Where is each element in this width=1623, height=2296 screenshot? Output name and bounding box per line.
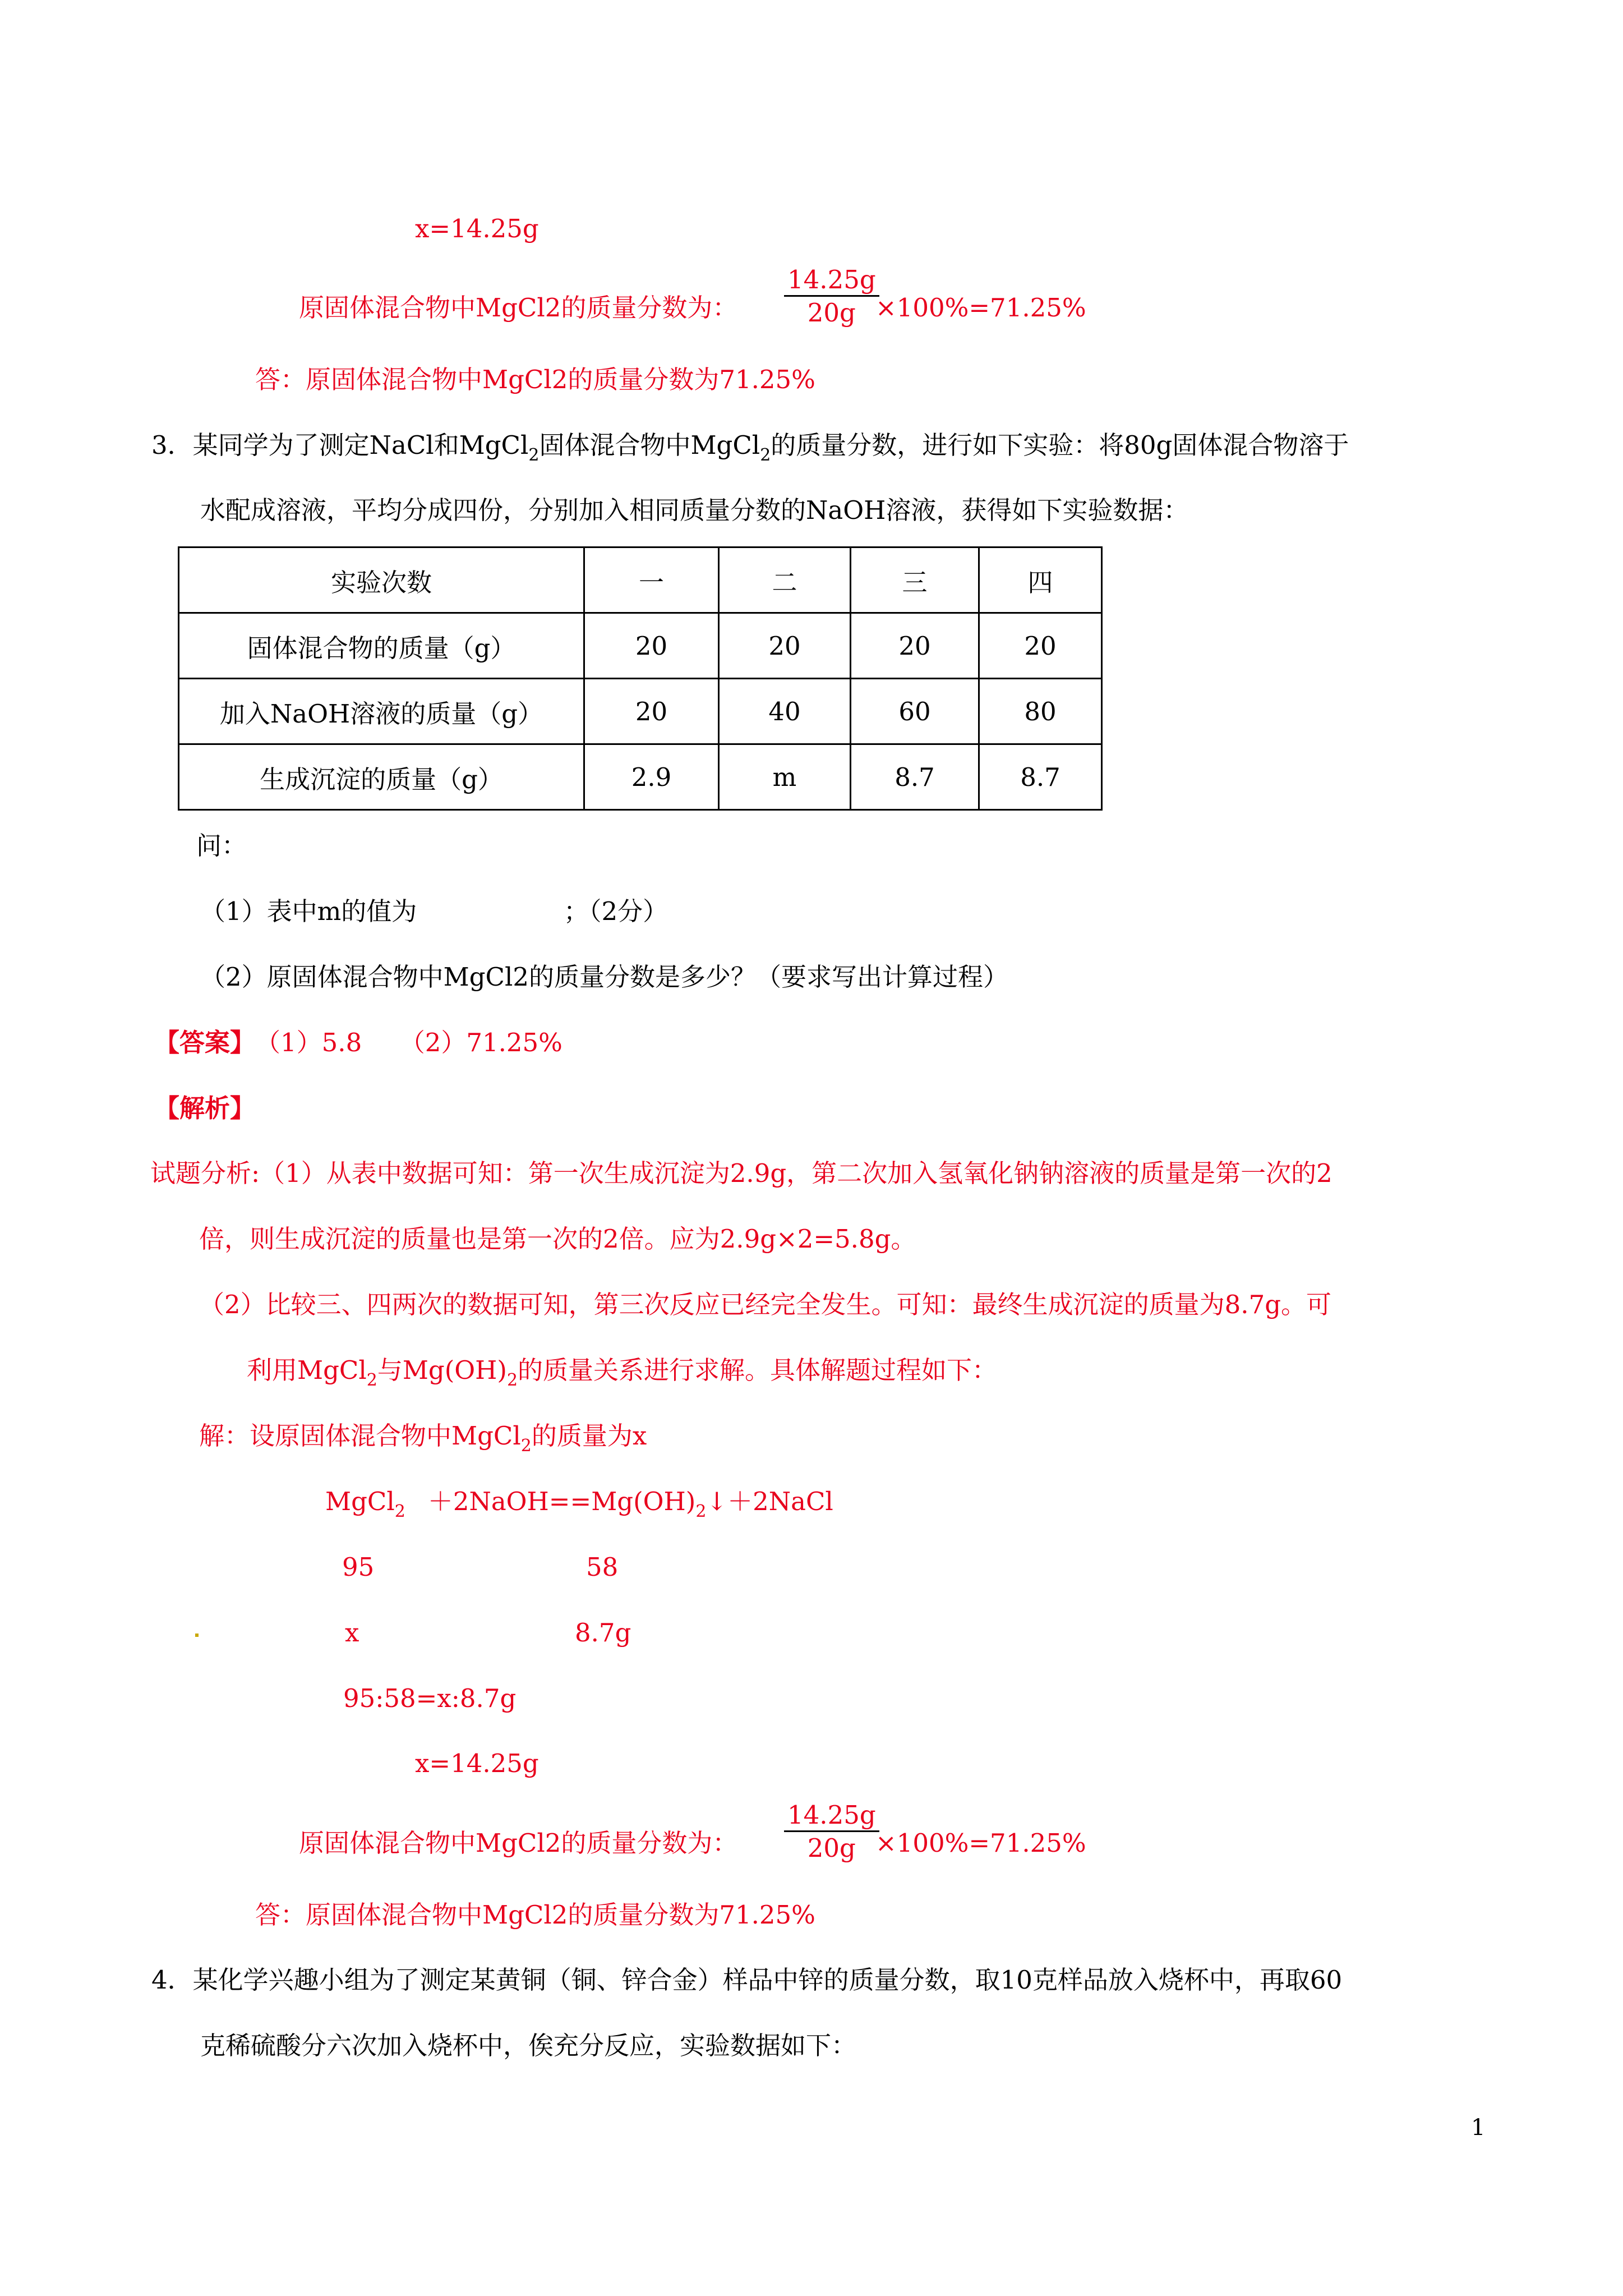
table-cell: 20	[584, 613, 719, 679]
ratio-equation: 95:58=x:8.7g	[343, 1683, 517, 1713]
q3-sub1-b: ；（2分）	[564, 896, 668, 926]
prev-answer: 答：原固体混合物中MgCl2的质量分数为71.25%	[255, 365, 815, 394]
prev-fraction-denominator: 20g	[807, 298, 856, 328]
x-result: x=14.25g	[415, 1749, 539, 1778]
molar-mass-mgoh2: 58	[586, 1552, 619, 1582]
stray-dot	[195, 1634, 199, 1637]
table-cell: 一	[584, 547, 719, 613]
analysis-2-line2: 利用MgCl$_2$与$Mg(OH)_2$的质量关系进行求解。具体解题过程如下：	[247, 1355, 998, 1390]
table-cell: 固体混合物的质量（g）	[179, 613, 584, 679]
table-cell: 三	[851, 547, 979, 613]
table-cell: 四	[979, 547, 1102, 613]
solution-set: 解：设原固体混合物中MgCl$_2$的质量为x	[199, 1421, 647, 1456]
fraction-prefix: 原固体混合物中MgCl2的质量分数为：	[299, 1828, 738, 1858]
table-cell: 2.9	[584, 744, 719, 810]
answer-tag: 【答案】	[154, 1028, 256, 1057]
fraction-suffix: ×100%=71.25%	[875, 1828, 1086, 1858]
reaction-equation: MgCl$_2$ $+2NaOH==Mg(OH)_2↓+2NaCl$	[325, 1487, 833, 1521]
experiment-table	[178, 546, 1103, 811]
table-cell: 20	[979, 613, 1102, 679]
table-cell: 20	[584, 679, 719, 744]
molar-mass-mgcl2: 95	[342, 1552, 375, 1582]
page-number: 1	[1471, 2115, 1486, 2141]
table-cell: 80	[979, 679, 1102, 744]
analysis-1-line2: 倍，则生成沉淀的质量也是第一次的2倍。应为2.9g×2=5.8g。	[199, 1224, 916, 1254]
prev-fraction-numerator: 14.25g	[787, 265, 876, 295]
table-cell: 40	[719, 679, 851, 744]
table-cell: 60	[851, 679, 979, 744]
final-answer: 答：原固体混合物中MgCl2的质量分数为71.25%	[255, 1900, 815, 1930]
table-cell: 二	[719, 547, 851, 613]
table-cell: 生成沉淀的质量（g）	[179, 744, 584, 810]
table-cell: 8.7	[979, 744, 1102, 810]
prev-x-result: x=14.25g	[415, 214, 539, 243]
solution-fraction	[784, 1800, 879, 1865]
q3-sub2: （2）原固体混合物中MgCl2的质量分数是多少？（要求写出计算过程）	[200, 962, 1008, 992]
table-cell: 20	[719, 613, 851, 679]
prev-fraction-suffix: ×100%=71.25%	[875, 293, 1086, 323]
table-row	[179, 679, 1102, 744]
q3-ask: 问：	[196, 831, 247, 861]
table-cell: 20	[851, 613, 979, 679]
analysis-2-line1: （2）比较三、四两次的数据可知，第三次反应已经完全发生。可知：最终生成沉淀的质量为8.7g。可	[199, 1290, 1332, 1319]
table-cell: 8.7	[851, 744, 979, 810]
table-cell: m	[719, 744, 851, 810]
analysis-tag: 【解析】	[154, 1093, 256, 1123]
table-row	[179, 744, 1102, 810]
table-header-row	[179, 547, 1102, 613]
precipitate-mass: 8.7g	[575, 1618, 631, 1648]
fraction-numerator: 14.25g	[787, 1800, 876, 1830]
answer-text: （1）5.8 （2）71.25%	[255, 1028, 562, 1057]
unknown-x: x	[345, 1618, 359, 1648]
table-cell: 实验次数	[179, 547, 584, 613]
q3-sub1-a: （1）表中m的值为	[200, 896, 417, 926]
q4-line2: 克稀硫酸分六次加入烧杯中，俟充分反应，实验数据如下：	[200, 2031, 857, 2060]
table-cell: 加入NaOH溶液的质量（g）	[179, 679, 584, 744]
table-row	[179, 613, 1102, 679]
q3-line2: 水配成溶液，平均分成四份，分别加入相同质量分数的NaOH溶液，获得如下实验数据：	[200, 495, 1189, 525]
q3-line1: 3．某同学为了测定NaCl和MgCl$_2$固体混合物中MgCl$_2$的质量分数，进行如下实验：将80g固体混合物溶于	[151, 430, 1349, 465]
q4-line1: 4．某化学兴趣小组为了测定某黄铜（铜、锌合金）样品中锌的质量分数，取10克样品放入烧杯中，再取60	[151, 1965, 1343, 1995]
analysis-1-line1: 试题分析:（1）从表中数据可知：第一次生成沉淀为2.9g，第二次加入氢氧化钠钠溶液的质量是第一次的2	[150, 1158, 1332, 1188]
prev-fraction	[784, 265, 879, 329]
prev-fraction-prefix: 原固体混合物中MgCl2的质量分数为：	[299, 293, 738, 323]
fraction-denominator: 20g	[807, 1833, 856, 1863]
